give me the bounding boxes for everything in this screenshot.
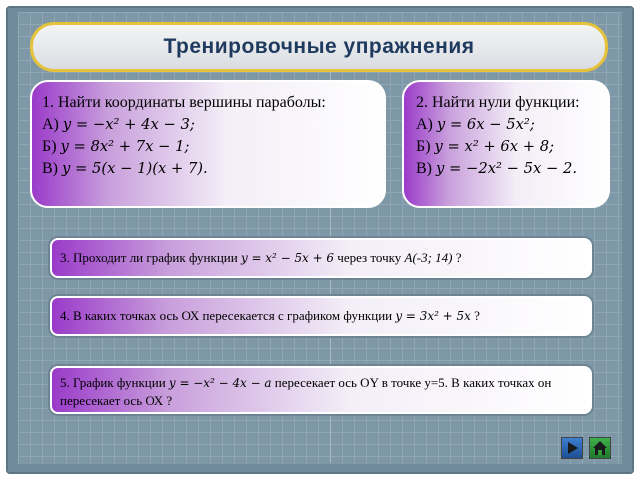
task-2-item-b <box>416 136 600 158</box>
formula: y = −x² + 4x − 3; <box>62 116 195 133</box>
formula: y = x² + 6x + 8; <box>434 138 555 155</box>
task-2-item-c <box>416 158 600 180</box>
task-3-card <box>50 238 592 278</box>
task-4-prefix: 4. В каких точках ось ОХ пересекается с графиком функции <box>60 308 396 323</box>
task-1-card <box>30 80 386 208</box>
item-label: В) <box>416 160 436 177</box>
item-label: Б) <box>42 138 61 155</box>
task-3-text <box>60 249 462 267</box>
task-1-item-b <box>42 136 374 158</box>
formula: y = −2x² − 5x − 2. <box>436 160 577 177</box>
home-button[interactable] <box>589 437 611 459</box>
formula: y = −x² − 4x − a <box>168 376 272 390</box>
task-4-text <box>60 307 480 325</box>
point-label: А(-3; 14) <box>404 250 453 265</box>
task-3-prefix: 3. Проходит ли график функции <box>60 250 241 265</box>
formula: y = 8x² + 7x − 1; <box>60 138 190 155</box>
formula: y = 6x − 5x²; <box>436 116 535 133</box>
item-label: В) <box>42 160 62 177</box>
item-label: А) <box>42 116 63 133</box>
task-1-item-c <box>42 158 374 180</box>
slide-title: Тренировочные упражнения <box>30 22 608 72</box>
task-2-item-a <box>416 114 600 136</box>
task-1-item-a <box>42 114 374 136</box>
task-5-suffix: пересекает ось OY в точке y=5. В каких точках он пересекает ось ОХ ? <box>60 375 552 408</box>
task-2-card <box>402 80 610 208</box>
play-icon <box>562 438 582 458</box>
formula: y = 3x² + 5x <box>395 309 471 323</box>
task-2-heading: 2. Найти нули функции: <box>416 94 580 111</box>
item-label: Б) <box>416 138 435 155</box>
item-label: А) <box>416 116 437 133</box>
formula: y = x² − 5x + 6 <box>240 251 335 265</box>
task-3-suffix: ? <box>452 250 462 265</box>
task-5-prefix: 5. График функции <box>60 375 169 390</box>
next-slide-button[interactable] <box>561 437 583 459</box>
formula: y = 5(x − 1)(x + 7). <box>62 160 208 177</box>
task-4-suffix: ? <box>470 308 480 323</box>
task-4-card <box>50 296 592 336</box>
task-3-middle: через точку <box>334 250 405 265</box>
task-5-card <box>50 366 592 414</box>
home-icon <box>590 438 610 458</box>
task-1-heading: 1. Найти координаты вершины параболы: <box>42 94 326 111</box>
